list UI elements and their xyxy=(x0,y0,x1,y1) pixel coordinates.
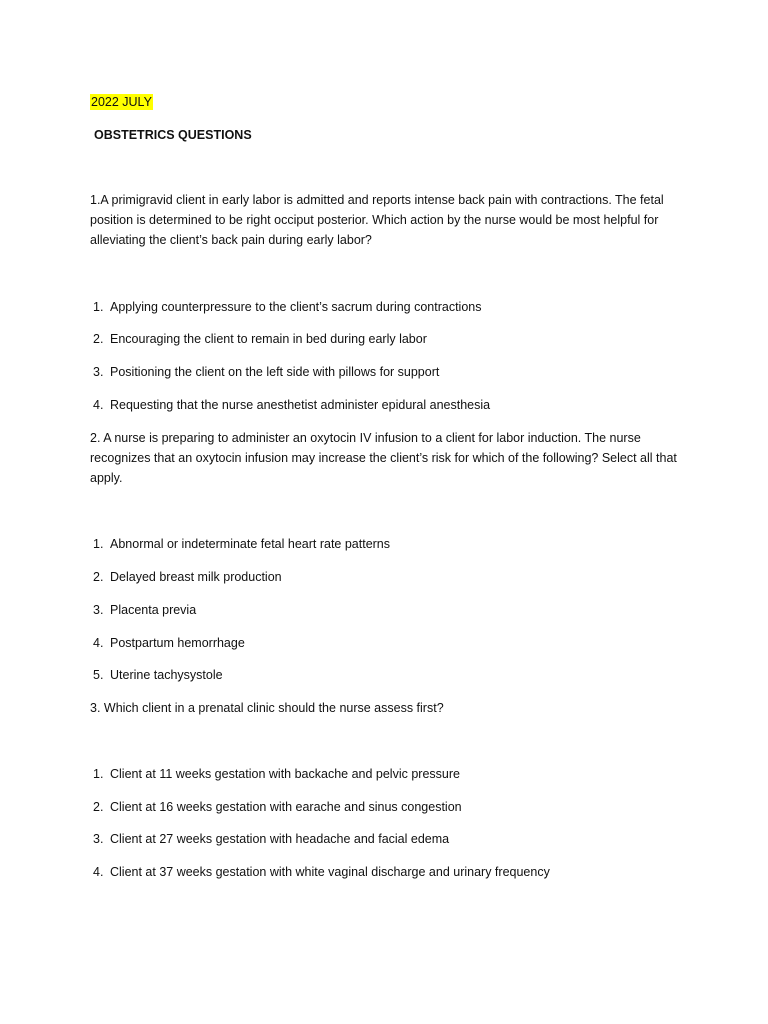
option-number: 3. xyxy=(93,365,104,379)
question-1-option-4 xyxy=(93,397,490,413)
option-number: 1. xyxy=(93,767,104,781)
question-1-option-3 xyxy=(93,364,439,380)
question-2-option-3 xyxy=(93,602,196,618)
option-number: 3. xyxy=(93,603,104,617)
question-3-text: 3. Which client in a prenatal clinic should the nurse assess first? xyxy=(90,701,444,715)
option-text: Client at 16 weeks gestation with earache and sinus congestion xyxy=(110,800,462,814)
option-text: Postpartum hemorrhage xyxy=(110,636,245,650)
question-2-option-4 xyxy=(93,635,245,651)
option-text: Client at 37 weeks gestation with white vaginal discharge and urinary frequency xyxy=(110,865,550,879)
question-3-option-2 xyxy=(93,799,462,815)
option-number: 2. xyxy=(93,570,104,584)
question-2-option-2 xyxy=(93,569,282,585)
question-1-text: 1.A primigravid client in early labor is admitted and reports intense back pain with contractions. The fetal position is determined to be right occiput posterior. Which action by the nurse would be most helpful for alleviating the client’s back pain during early labor? xyxy=(90,193,664,247)
question-3-option-4 xyxy=(93,864,550,880)
option-text: Positioning the client on the left side with pillows for support xyxy=(110,365,440,379)
option-text: Abnormal or indeterminate fetal heart rate patterns xyxy=(110,537,391,551)
option-text: Encouraging the client to remain in bed during early labor xyxy=(110,332,427,346)
option-number: 2. xyxy=(93,800,104,814)
option-number: 4. xyxy=(93,636,104,650)
question-2-text: 2. A nurse is preparing to administer an oxytocin IV infusion to a client for labor induction. The nurse recognizes that an oxytocin infusion may increase the client’s risk for which of the following? Select all that apply. xyxy=(90,431,677,485)
question-1-option-2 xyxy=(93,331,427,347)
option-number: 3. xyxy=(93,832,104,846)
option-number: 1. xyxy=(93,537,104,551)
option-number: 4. xyxy=(93,865,104,879)
option-text: Applying counterpressure to the client’s sacrum during contractions xyxy=(110,300,482,314)
option-text: Delayed breast milk production xyxy=(110,570,282,584)
question-3-option-3 xyxy=(93,831,449,847)
option-number: 1. xyxy=(93,300,104,314)
option-text: Placenta previa xyxy=(110,603,197,617)
option-text: Uterine tachysystole xyxy=(110,668,223,682)
option-number: 2. xyxy=(93,332,104,346)
option-number: 5. xyxy=(93,668,104,682)
section-title: OBSTETRICS QUESTIONS xyxy=(94,128,252,142)
question-3-option-1 xyxy=(93,766,460,782)
date-label: 2022 JULY xyxy=(91,95,152,109)
option-number: 4. xyxy=(93,398,104,412)
question-1-option-1 xyxy=(93,299,482,315)
option-text: Client at 27 weeks gestation with headache and facial edema xyxy=(110,832,450,846)
option-text: Requesting that the nurse anesthetist administer epidural anesthesia xyxy=(110,398,491,412)
question-2-option-1 xyxy=(93,536,390,552)
option-text: Client at 11 weeks gestation with backache and pelvic pressure xyxy=(110,767,460,781)
question-2-option-5 xyxy=(93,667,223,683)
